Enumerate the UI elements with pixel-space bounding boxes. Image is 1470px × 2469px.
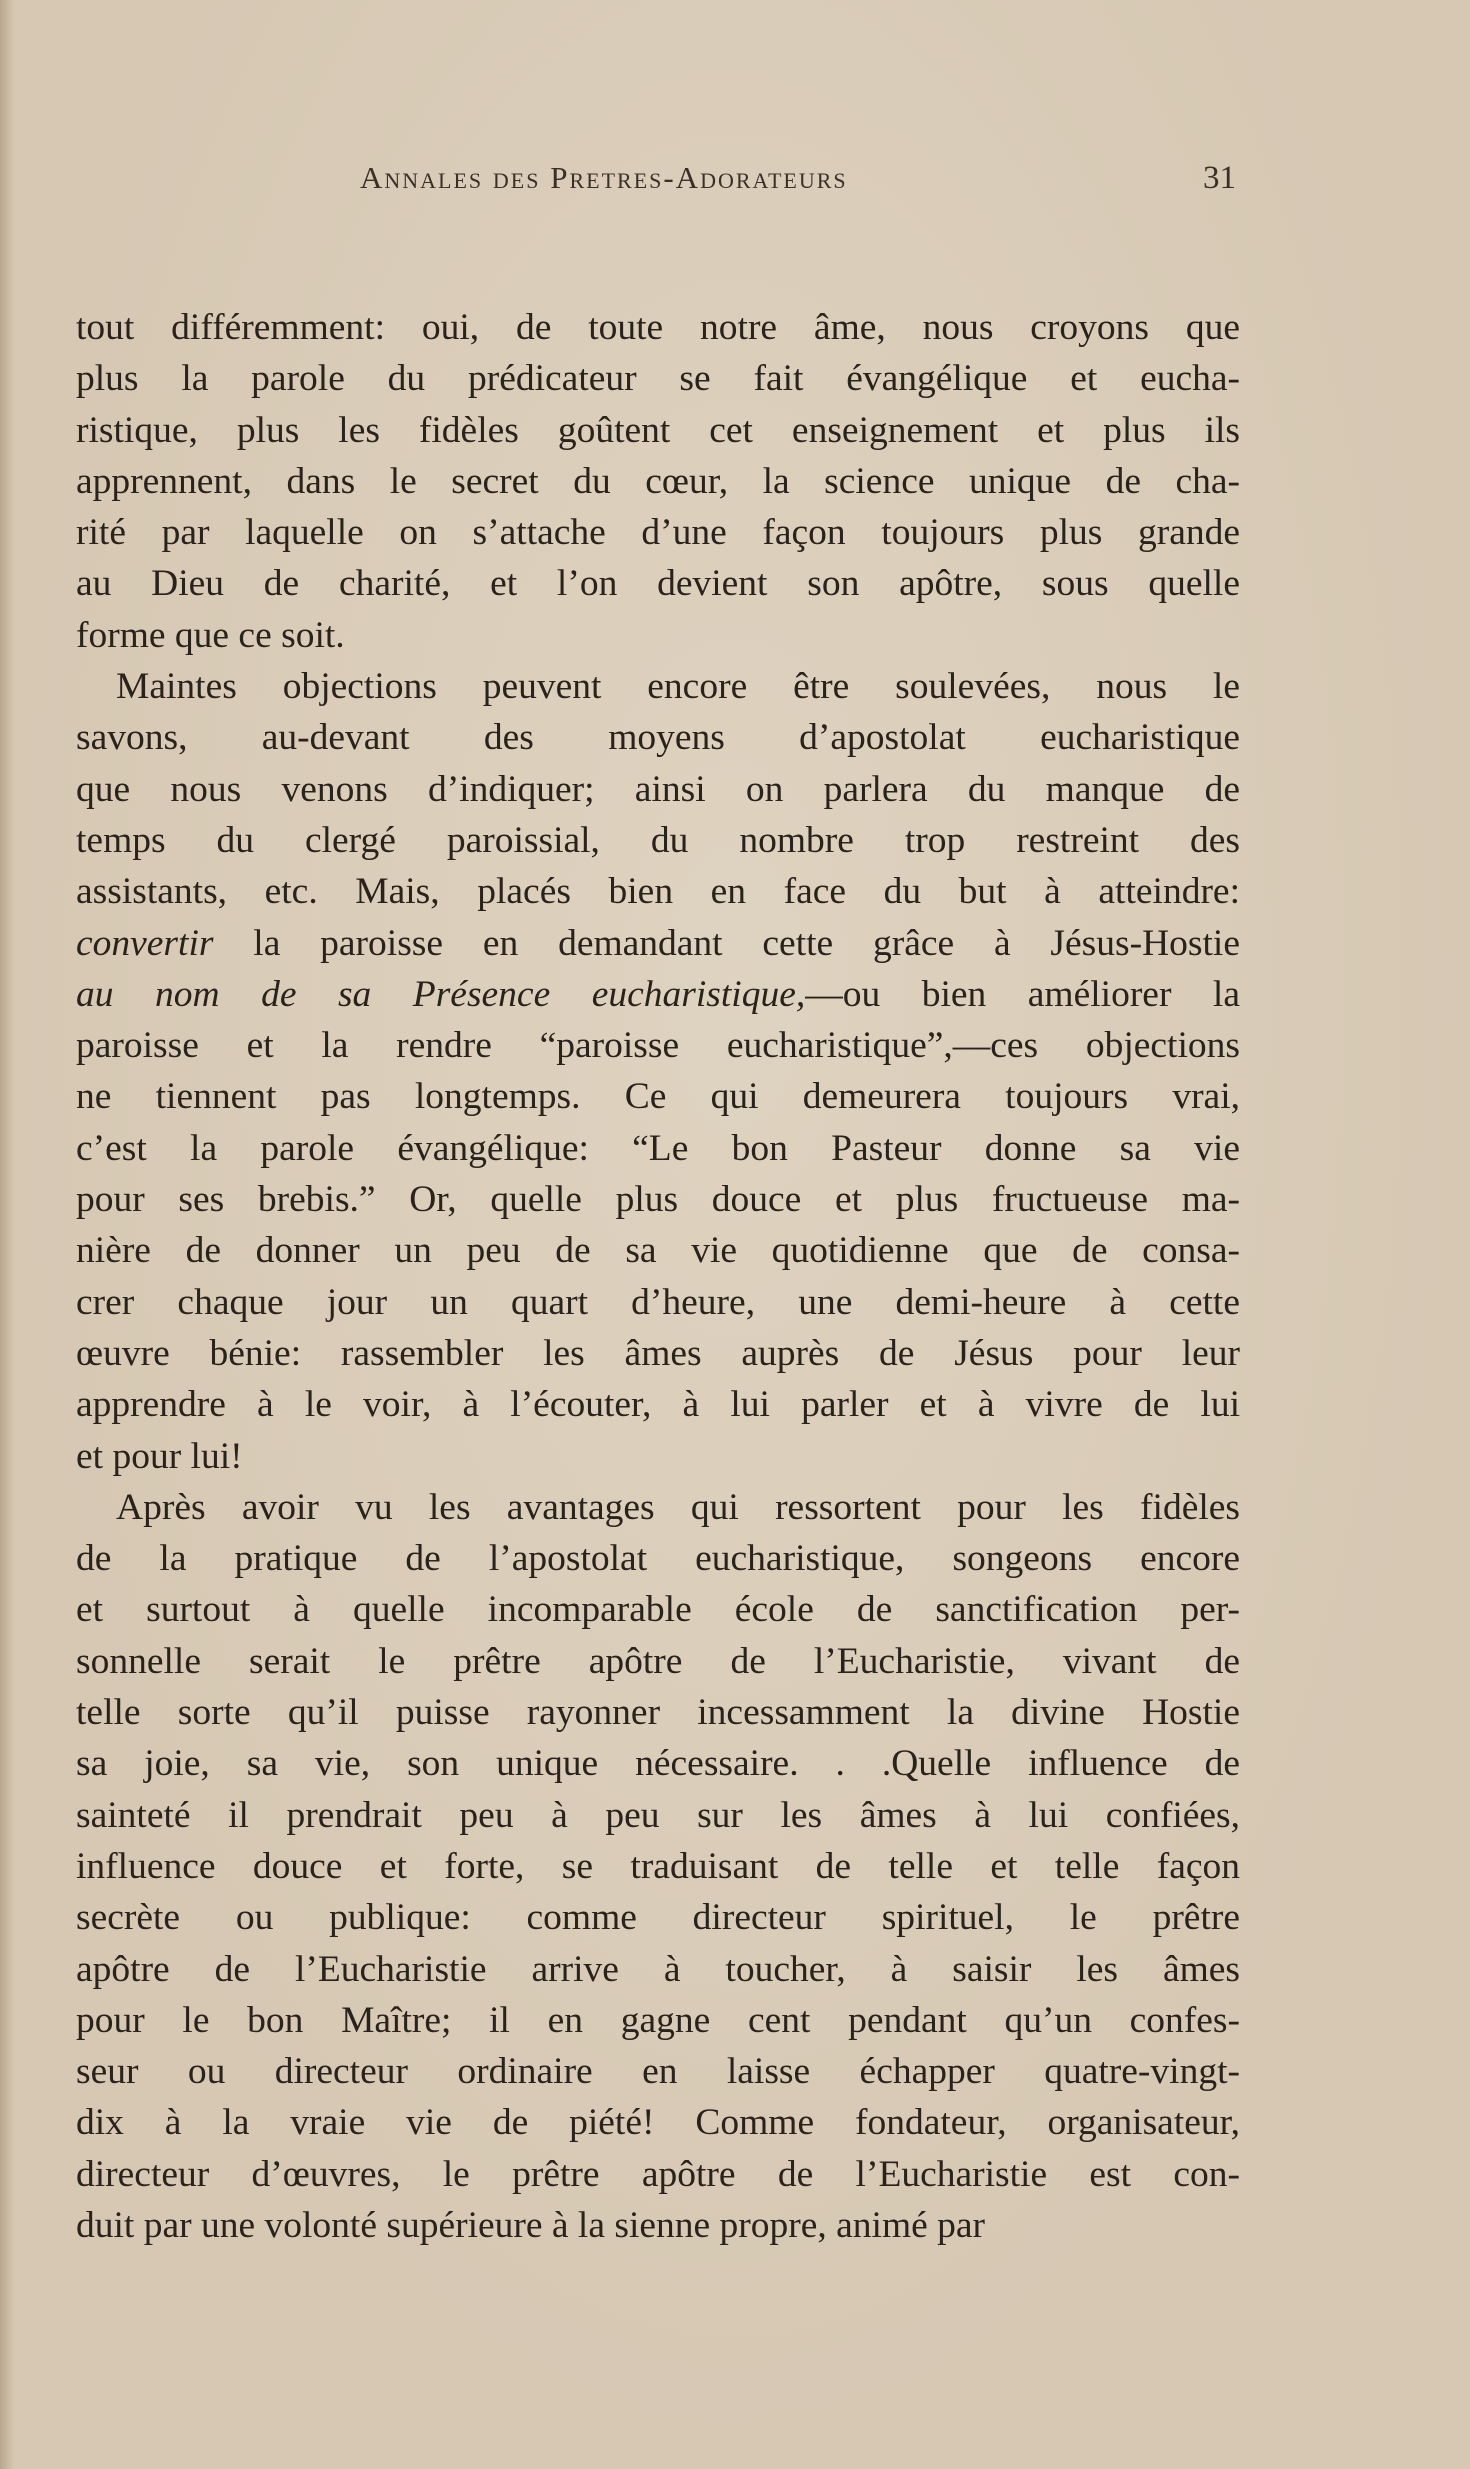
text-line: [76, 918, 1240, 969]
italic-phrase: convertir: [76, 922, 214, 964]
text-line: apprennent, dans le secret du cœur, la science unique de cha-: [76, 460, 1240, 502]
text-line: tout différemment: oui, de toute notre âme, nous croyons que: [76, 307, 1240, 348]
text-line: rité par laquelle on s’attache d’une façon toujours plus grande: [76, 512, 1240, 554]
text-line: sa joie, sa vie, son unique nécessaire. . .Quelle influence de: [76, 1743, 1240, 1785]
text-line: et surtout à quelle incomparable école de sanctification per-: [76, 1589, 1240, 1631]
text-run: —ou bien améliorer la: [805, 973, 1240, 1015]
text-line: de la pratique de l’apostolat eucharistique, songeons encore: [76, 1538, 1240, 1580]
text-line: que nous venons d’indiquer; ainsi on parlera du manque de: [76, 768, 1240, 810]
italic-phrase: au nom de sa Présence eucharistique,: [76, 973, 806, 1015]
text-line: plus la parole du prédicateur se fait évangélique et eucha-: [76, 358, 1240, 400]
text-line: [76, 969, 1240, 1020]
page-gutter: [0, 0, 14, 2469]
text-line: paroisse et la rendre “paroisse eucharistique”,—ces objections: [76, 1025, 1240, 1067]
text-line: influence douce et forte, se traduisant de telle et telle façon: [76, 1845, 1240, 1887]
text-line: sainteté il prendrait peu à peu sur les âmes à lui confiées,: [76, 1794, 1240, 1836]
text-line: œuvre bénie: rassembler les âmes auprès de Jésus pour leur: [76, 1332, 1240, 1374]
text-line: ristique, plus les fidèles goûtent cet enseignement et plus ils: [76, 409, 1240, 451]
text-line: pour ses brebis.” Or, quelle plus douce et plus fructueuse ma-: [76, 1179, 1240, 1221]
text-line: telle sorte qu’il puisse rayonner incessamment la divine Hostie: [76, 1692, 1240, 1734]
text-run: la paroisse en demandant cette grâce à Jésus-Hostie: [213, 922, 1240, 964]
text-line: duit par une volonté supérieure à la sienne propre, animé par: [76, 2204, 986, 2246]
text-line: temps du clergé paroissial, du nombre trop restreint des: [76, 819, 1240, 861]
text-line: secrète ou publique: comme directeur spirituel, le prêtre: [76, 1897, 1240, 1939]
text-line: seur ou directeur ordinaire en laisse échapper quatre-vingt-: [76, 2051, 1240, 2093]
page-number: 31: [1203, 160, 1236, 196]
text-line: Maintes objections peuvent encore être soulevées, nous le: [116, 666, 1240, 708]
text-line: ne tiennent pas longtemps. Ce qui demeurera toujours vrai,: [76, 1076, 1240, 1118]
text-line: apôtre de l’Eucharistie arrive à toucher, à saisir les âmes: [76, 1948, 1240, 1990]
text-line: pour le bon Maître; il en gagne cent pendant qu’un confes-: [76, 1999, 1240, 2041]
text-line: Après avoir vu les avantages qui ressortent pour les fidèles: [116, 1486, 1240, 1528]
text-line: sonnelle serait le prêtre apôtre de l’Eucharistie, vivant de: [76, 1640, 1240, 1682]
text-line: apprendre à le voir, à l’écouter, à lui parler et à vivre de lui: [76, 1384, 1240, 1426]
text-line: au Dieu de charité, et l’on devient son apôtre, sous quelle: [76, 563, 1240, 605]
running-head-title: Annales des Pretres-Adorateurs: [360, 160, 848, 195]
text-line: dix à la vraie vie de piété! Comme fondateur, organisateur,: [76, 2102, 1240, 2144]
text-line: assistants, etc. Mais, placés bien en face du but à atteindre:: [76, 871, 1240, 913]
body-text: [76, 302, 1240, 2251]
text-line: c’est la parole évangélique: “Le bon Pasteur donne sa vie: [76, 1127, 1240, 1169]
text-line: nière de donner un peu de sa vie quotidienne que de consa-: [76, 1230, 1240, 1272]
text-line: crer chaque jour un quart d’heure, une demi-heure à cette: [76, 1281, 1240, 1323]
text-line: forme que ce soit.: [76, 614, 345, 656]
text-line: directeur d’œuvres, le prêtre apôtre de l’Eucharistie est con-: [76, 2153, 1240, 2195]
text-line: et pour lui!: [76, 1435, 243, 1477]
text-line: savons, au-devant des moyens d’apostolat eucharistique: [76, 717, 1240, 759]
